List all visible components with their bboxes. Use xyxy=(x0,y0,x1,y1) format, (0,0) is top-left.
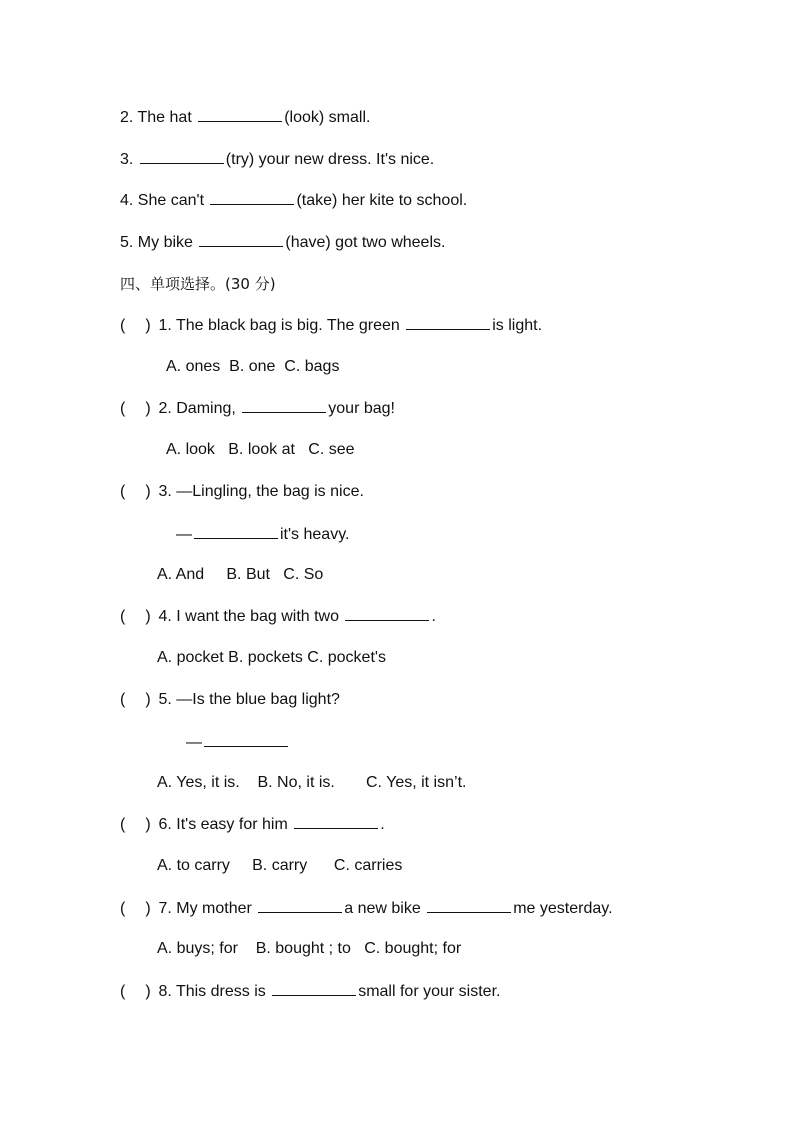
choice-question-1 xyxy=(120,315,542,336)
paren-close: ) xyxy=(145,983,151,1000)
paren-open: ( xyxy=(120,400,126,417)
answer-paren[interactable] xyxy=(120,982,154,1002)
choice-question-4 xyxy=(120,606,436,627)
item-text-after: (try) your new dress. It's nice. xyxy=(225,151,435,168)
item-text-before: She can't xyxy=(137,192,205,209)
choice-options-5: A. Yes, it is. B. No, it is. C. Yes, it isn’t. xyxy=(157,774,467,791)
fill-in-item-4 xyxy=(120,190,467,211)
choice-options-1: A. ones B. one C. bags xyxy=(166,358,340,375)
paren-open: ( xyxy=(120,317,126,334)
paren-open: ( xyxy=(120,691,126,708)
question-stem: 1. The black bag is big. The green xyxy=(158,317,400,334)
paren-open: ( xyxy=(120,816,126,833)
paren-close: ) xyxy=(145,900,151,917)
choice-options-2: A. look B. look at C. see xyxy=(166,441,355,458)
answer-blank[interactable] xyxy=(204,732,288,747)
answer-blank[interactable] xyxy=(427,898,511,913)
paren-open: ( xyxy=(120,608,126,625)
paren-close: ) xyxy=(145,608,151,625)
choice-options-6: A. to carry B. carry C. carries xyxy=(157,857,403,874)
item-text-before: The hat xyxy=(137,109,192,126)
item-number: 4. xyxy=(120,192,134,209)
answer-blank[interactable] xyxy=(345,606,429,621)
item-number: 3. xyxy=(120,151,134,168)
question-stem-end: is light. xyxy=(492,317,543,334)
answer-paren[interactable] xyxy=(120,607,154,627)
answer-blank[interactable] xyxy=(199,232,283,247)
question-stem-end: me yesterday. xyxy=(513,900,613,917)
fill-in-item-3 xyxy=(120,149,434,170)
choice-reply-5 xyxy=(186,732,290,753)
paren-close: ) xyxy=(145,691,151,708)
answer-blank[interactable] xyxy=(272,981,356,996)
answer-blank[interactable] xyxy=(294,814,378,829)
answer-paren[interactable] xyxy=(120,399,154,419)
answer-paren[interactable] xyxy=(120,482,154,502)
choice-question-2 xyxy=(120,398,395,419)
answer-blank[interactable] xyxy=(406,315,490,330)
item-number: 2. xyxy=(120,109,134,126)
reply-dash: — xyxy=(176,526,192,543)
question-stem: 2. Daming, xyxy=(158,400,236,417)
fill-in-item-2 xyxy=(120,107,370,128)
paren-close: ) xyxy=(145,816,151,833)
choice-question-3 xyxy=(120,482,364,502)
choice-options-3: A. And B. But C. So xyxy=(157,566,324,583)
answer-blank[interactable] xyxy=(210,190,294,205)
paren-close: ) xyxy=(145,317,151,334)
question-stem-mid: a new bike xyxy=(344,900,421,917)
answer-blank[interactable] xyxy=(242,398,326,413)
answer-blank[interactable] xyxy=(140,149,224,164)
question-stem-end: . xyxy=(380,816,385,833)
answer-blank[interactable] xyxy=(198,107,282,122)
choice-question-8 xyxy=(120,981,500,1002)
answer-blank[interactable] xyxy=(258,898,342,913)
answer-paren[interactable] xyxy=(120,815,154,835)
fill-in-item-5 xyxy=(120,232,445,253)
question-stem: 3. —Lingling, the bag is nice. xyxy=(158,483,364,500)
question-stem-end: your bag! xyxy=(328,400,395,417)
section-title: 四、单项选择。(30 分) xyxy=(120,275,276,293)
choice-question-5 xyxy=(120,690,340,710)
choice-options-7: A. buys; for B. bought ; to C. bought; for xyxy=(157,940,462,957)
choice-options-4: A. pocket B. pockets C. pocket's xyxy=(157,649,386,666)
item-text-before: My bike xyxy=(137,234,193,251)
question-stem: 6. It's easy for him xyxy=(158,816,288,833)
item-text-after: (look) small. xyxy=(284,109,371,126)
answer-paren[interactable] xyxy=(120,316,154,336)
choice-question-7 xyxy=(120,898,613,919)
paren-close: ) xyxy=(145,483,151,500)
item-number: 5. xyxy=(120,234,134,251)
item-text-after: (have) got two wheels. xyxy=(285,234,446,251)
paren-open: ( xyxy=(120,483,126,500)
answer-paren[interactable] xyxy=(120,899,154,919)
answer-blank[interactable] xyxy=(194,524,278,539)
choice-question-6 xyxy=(120,814,385,835)
paren-close: ) xyxy=(145,400,151,417)
reply-text: it's heavy. xyxy=(280,526,350,543)
question-stem-end: . xyxy=(431,608,436,625)
choice-reply-3 xyxy=(176,524,349,545)
question-stem: 7. My mother xyxy=(158,900,252,917)
reply-dash: — xyxy=(186,734,202,751)
paren-open: ( xyxy=(120,900,126,917)
paren-open: ( xyxy=(120,983,126,1000)
question-stem: 4. I want the bag with two xyxy=(158,608,339,625)
question-stem-end: small for your sister. xyxy=(358,983,501,1000)
question-stem: 5. —Is the blue bag light? xyxy=(158,691,340,708)
answer-paren[interactable] xyxy=(120,690,154,710)
item-text-after: (take) her kite to school. xyxy=(296,192,468,209)
question-stem: 8. This dress is xyxy=(158,983,266,1000)
